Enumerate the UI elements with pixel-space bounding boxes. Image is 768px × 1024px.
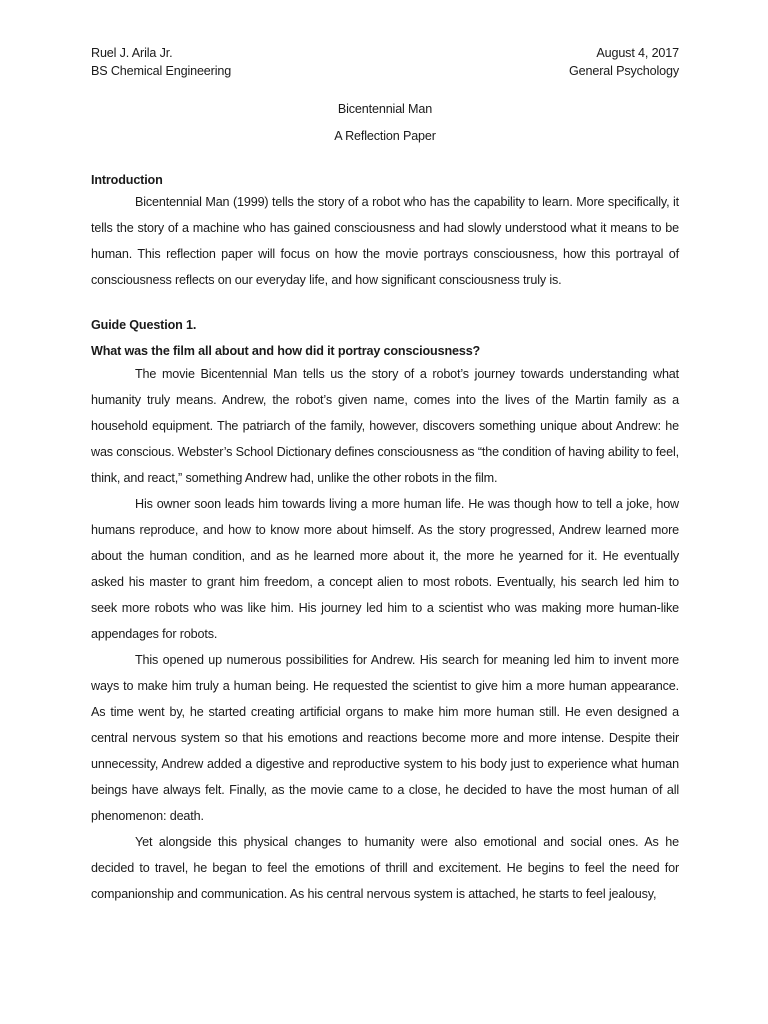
author-name: Ruel J. Arila Jr. — [91, 46, 173, 60]
guide-question-body — [91, 361, 679, 907]
introduction-paragraph: Bicentennial Man (1999) tells the story of a robot who has the capability to learn. More specifically, it tells the story of a machine who has gained consciousness and had slowly understood what it means to be human. This reflection paper will focus on how the movie portrays consciousness, how this portrayal of consciousness reflects on our everyday life, and how significant consciousness truly is. — [91, 195, 679, 287]
document-page — [91, 44, 679, 907]
paper-title: Bicentennial Man — [337, 102, 433, 116]
guide-question-heading: Guide Question 1. — [91, 318, 197, 332]
header-row-1 — [91, 44, 679, 62]
course-name: General Psychology — [568, 64, 679, 78]
document-date: August 4, 2017 — [596, 46, 679, 60]
program-name: BS Chemical Engineering — [91, 64, 232, 78]
introduction-heading: Introduction — [91, 173, 163, 187]
guide-question-text: What was the film all about and how did it portray consciousness? — [91, 344, 481, 358]
title-block — [91, 100, 679, 145]
body-paragraph: Yet alongside this physical changes to humanity were also emotional and social ones. As he decided to travel, he began to feel the emotions of thrill and excitement. He begins to feel the need for companionship and communication. As his central nervous system is attached, he starts to feel jealousy, — [91, 835, 679, 901]
header-row-2 — [91, 62, 679, 80]
body-paragraph: The movie Bicentennial Man tells us the story of a robot’s journey towards understanding what humanity truly means. Andrew, the robot’s given name, comes into the lives of the Martin family as a household equipment. The patriarch of the family, however, discovers something unique about Andrew: he was conscious. Webster’s School Dictionary defines consciousness as “the condition of having ability to feel, think, and react,” something Andrew had, unlike the other robots in the film. — [91, 367, 679, 485]
body-paragraph: His owner soon leads him towards living a more human life. He was though how to tell a joke, how humans reproduce, and how to know more about himself. As the story progressed, Andrew learned more about the human condition, and as he learned more about it, the more he yearned for it. He eventually asked his master to grant him freedom, a concept alien to most robots. Eventually, his search led him to seek more robots who was like him. His journey led him to a scientist who was making more human-like appendages for robots. — [91, 497, 679, 641]
paper-subtitle: A Reflection Paper — [334, 129, 436, 143]
body-paragraph: This opened up numerous possibilities for Andrew. His search for meaning led him to invent more ways to make him truly a human being. He requested the scientist to give him a more human appearance. As time went by, he started creating artificial organs to make him more human still. He even designed a central nervous system so that his emotions and reactions become more and more intense. Despite their unnecessity, Andrew added a digestive and reproductive system to his body just to experience what human beings have always felt. Finally, as the movie came to a close, he decided to have the most human of all phenomenon: death. — [91, 653, 679, 823]
